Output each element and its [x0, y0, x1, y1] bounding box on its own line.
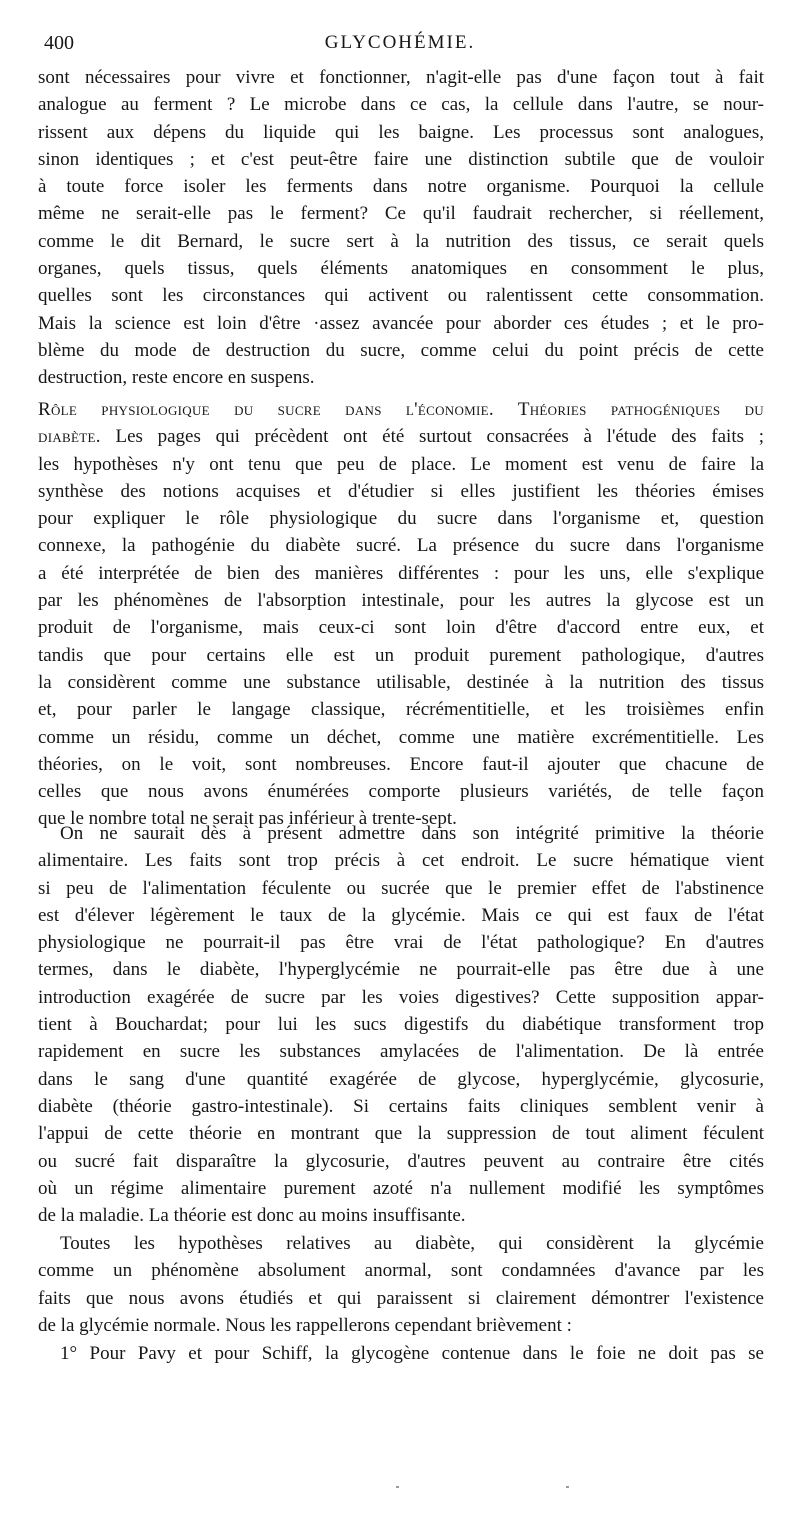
- text-line: sinon identiques ; et c'est peut-être faire une distinction subtile que de vouloir: [38, 148, 764, 170]
- paragraph-hypotheses: [38, 1230, 764, 1339]
- section-heading-line: [38, 396, 764, 423]
- text-line: alimentaire. Les faits sont trop précis à cet endroit. Le sucre hématique vient: [38, 850, 764, 872]
- text-line: comme un phénomène absolument anormal, sont condamnées d'avance par les: [38, 1260, 764, 1282]
- scan-speck: [566, 1486, 569, 1488]
- text-line: 1° Pour Pavy et pour Schiff, la glycogène contenue dans le foie ne doit pas se: [60, 1343, 764, 1364]
- text-line: a été interprétée de bien des manières différentes : pour les uns, elle s'explique: [38, 562, 764, 584]
- text-line: physiologique ne pourrait-il pas être vrai de l'état pathologique? En d'autres: [38, 932, 764, 954]
- text-line: rissent aux dépens du liquide qui les baigne. Les processus sont analogues,: [38, 121, 764, 143]
- text-line: même ne serait-elle pas le ferment? Ce qu'il faudrait rechercher, si réellement,: [38, 203, 764, 225]
- paragraph-continued: [38, 64, 764, 392]
- text-line: termes, dans le diabète, l'hyperglycémie ne pourrait-elle pas être due à une: [38, 959, 764, 981]
- section-title: Rôle physiologique du sucre dans l'économie.: [38, 399, 494, 420]
- section-theories: [38, 396, 764, 833]
- section-first-sentence: Les pages qui précèdent ont été surtout consacrées à l'étude des faits ;: [115, 426, 764, 448]
- text-line: comme le dit Bernard, le sucre sert à la nutrition des tissus, ce serait quels: [38, 230, 764, 252]
- text-line: diabète (théorie gastro-intestinale). Si certains faits cliniques semblent venir à: [38, 1095, 764, 1117]
- text-line: que le nombre total ne serait pas inférieur à trente-sept.: [38, 808, 457, 830]
- text-line: celles que nous avons énumérées comporte plusieurs variétés, de telle façon: [38, 781, 764, 803]
- text-line: théories, on le voit, sont nombreuses. Encore faut-il ajouter que chacune de: [38, 753, 764, 775]
- text-line: est d'élever légèrement le taux de la glycémie. Mais ce qui est faux de l'état: [38, 904, 764, 926]
- page-number: 400: [44, 32, 74, 54]
- text-line: rapidement en sucre les substances amylacées de l'alimentation. De là entrée: [38, 1041, 764, 1063]
- text-line: et, pour parler le langage classique, récrémentitielle, et les troisièmes enfin: [38, 699, 764, 721]
- text-line: tient à Bouchardat; pour lui les sucs digestifs du diabétique transforment trop: [38, 1014, 764, 1036]
- text-line: pour expliquer le rôle physiologique du sucre dans l'organisme et, question: [38, 508, 764, 530]
- text-line: On ne saurait dès à présent admettre dans son intégrité primitive la théorie: [60, 823, 764, 844]
- text-line: dans le sang d'une quantité exagérée de glycose, hyperglycémie, glycosurie,: [38, 1068, 764, 1090]
- text-line: où un régime alimentaire purement azoté n'a nullement modifié les symptômes: [38, 1177, 764, 1199]
- text-line: de la maladie. La théorie est donc au moins insuffisante.: [38, 1205, 466, 1227]
- text-line: les hypothèses n'y ont tenu que peu de place. Le moment est venu de faire la: [38, 453, 764, 475]
- text-line: destruction, reste encore en suspens.: [38, 367, 315, 389]
- paragraph-pavy-schiff: [38, 1340, 764, 1367]
- text-line: Toutes les hypothèses relatives au diabète, qui considèrent la glycémie: [60, 1233, 764, 1254]
- text-line: de la glycémie normale. Nous les rappellerons cependant brièvement :: [38, 1314, 572, 1336]
- text-line: organes, quels tissus, quels éléments anatomiques en consomment le plus,: [38, 258, 764, 280]
- running-title: GLYCOHÉMIE.: [324, 32, 476, 53]
- text-line: analogue au ferment ? Le microbe dans ce cas, la cellule dans l'autre, se nour-: [38, 94, 764, 116]
- section-subtitle-end: diabète.: [38, 426, 101, 448]
- text-line: par les phénomènes de l'absorption intestinale, pour les autres la glycose est un: [38, 590, 764, 612]
- text-line: introduction exagérée de sucre par les voies digestives? Cette supposition appar-: [38, 986, 764, 1008]
- scan-speck: [396, 1486, 399, 1488]
- text-line: Mais la science est loin d'être ·assez avancée pour aborder ces études ; et le pro-: [38, 312, 764, 334]
- text-line: la considèrent comme une substance utilisable, destinée à la nutrition des tissus: [38, 671, 764, 693]
- text-line: comme un résidu, comme un déchet, comme une matière excrémentitielle. Les: [38, 726, 764, 748]
- text-line: quelles sont les circonstances qui activent ou ralentissent cette consommation.: [38, 285, 764, 307]
- section-subtitle: Théories pathogéniques du: [517, 399, 764, 420]
- text-line: synthèse des notions acquises et d'étudier si elles justifient les théories émises: [38, 480, 764, 502]
- section-heading-line: [38, 423, 764, 450]
- text-line: l'appui de cette théorie en montrant que la suppression de tout aliment féculent: [38, 1123, 764, 1145]
- text-line: à toute force isoler les ferments dans notre organisme. Pourquoi la cellule: [38, 176, 764, 198]
- paragraph-alimentary-theory: [38, 820, 764, 1229]
- text-line: faits que nous avons étudiés et qui paraissent si clairement démontrer l'existence: [38, 1287, 764, 1309]
- text-line: blème du mode de destruction du sucre, comme celui du point précis de cette: [38, 339, 764, 361]
- page-header: [40, 32, 760, 60]
- text-line: produit de l'organisme, mais ceux-ci sont loin d'être d'accord entre eux, et: [38, 617, 764, 639]
- text-line: tandis que pour certains elle est un produit purement pathologique, d'autres: [38, 644, 764, 666]
- text-line: si peu de l'alimentation féculente ou sucrée que le premier effet de l'abstinence: [38, 877, 764, 899]
- text-line: connexe, la pathogénie du diabète sucré. La présence du sucre dans l'organisme: [38, 535, 764, 557]
- text-line: ou sucré fait disparaître la glycosurie, d'autres peuvent au contraire être cités: [38, 1150, 764, 1172]
- text-line: sont nécessaires pour vivre et fonctionner, n'agit-elle pas d'une façon tout à fait: [38, 67, 764, 88]
